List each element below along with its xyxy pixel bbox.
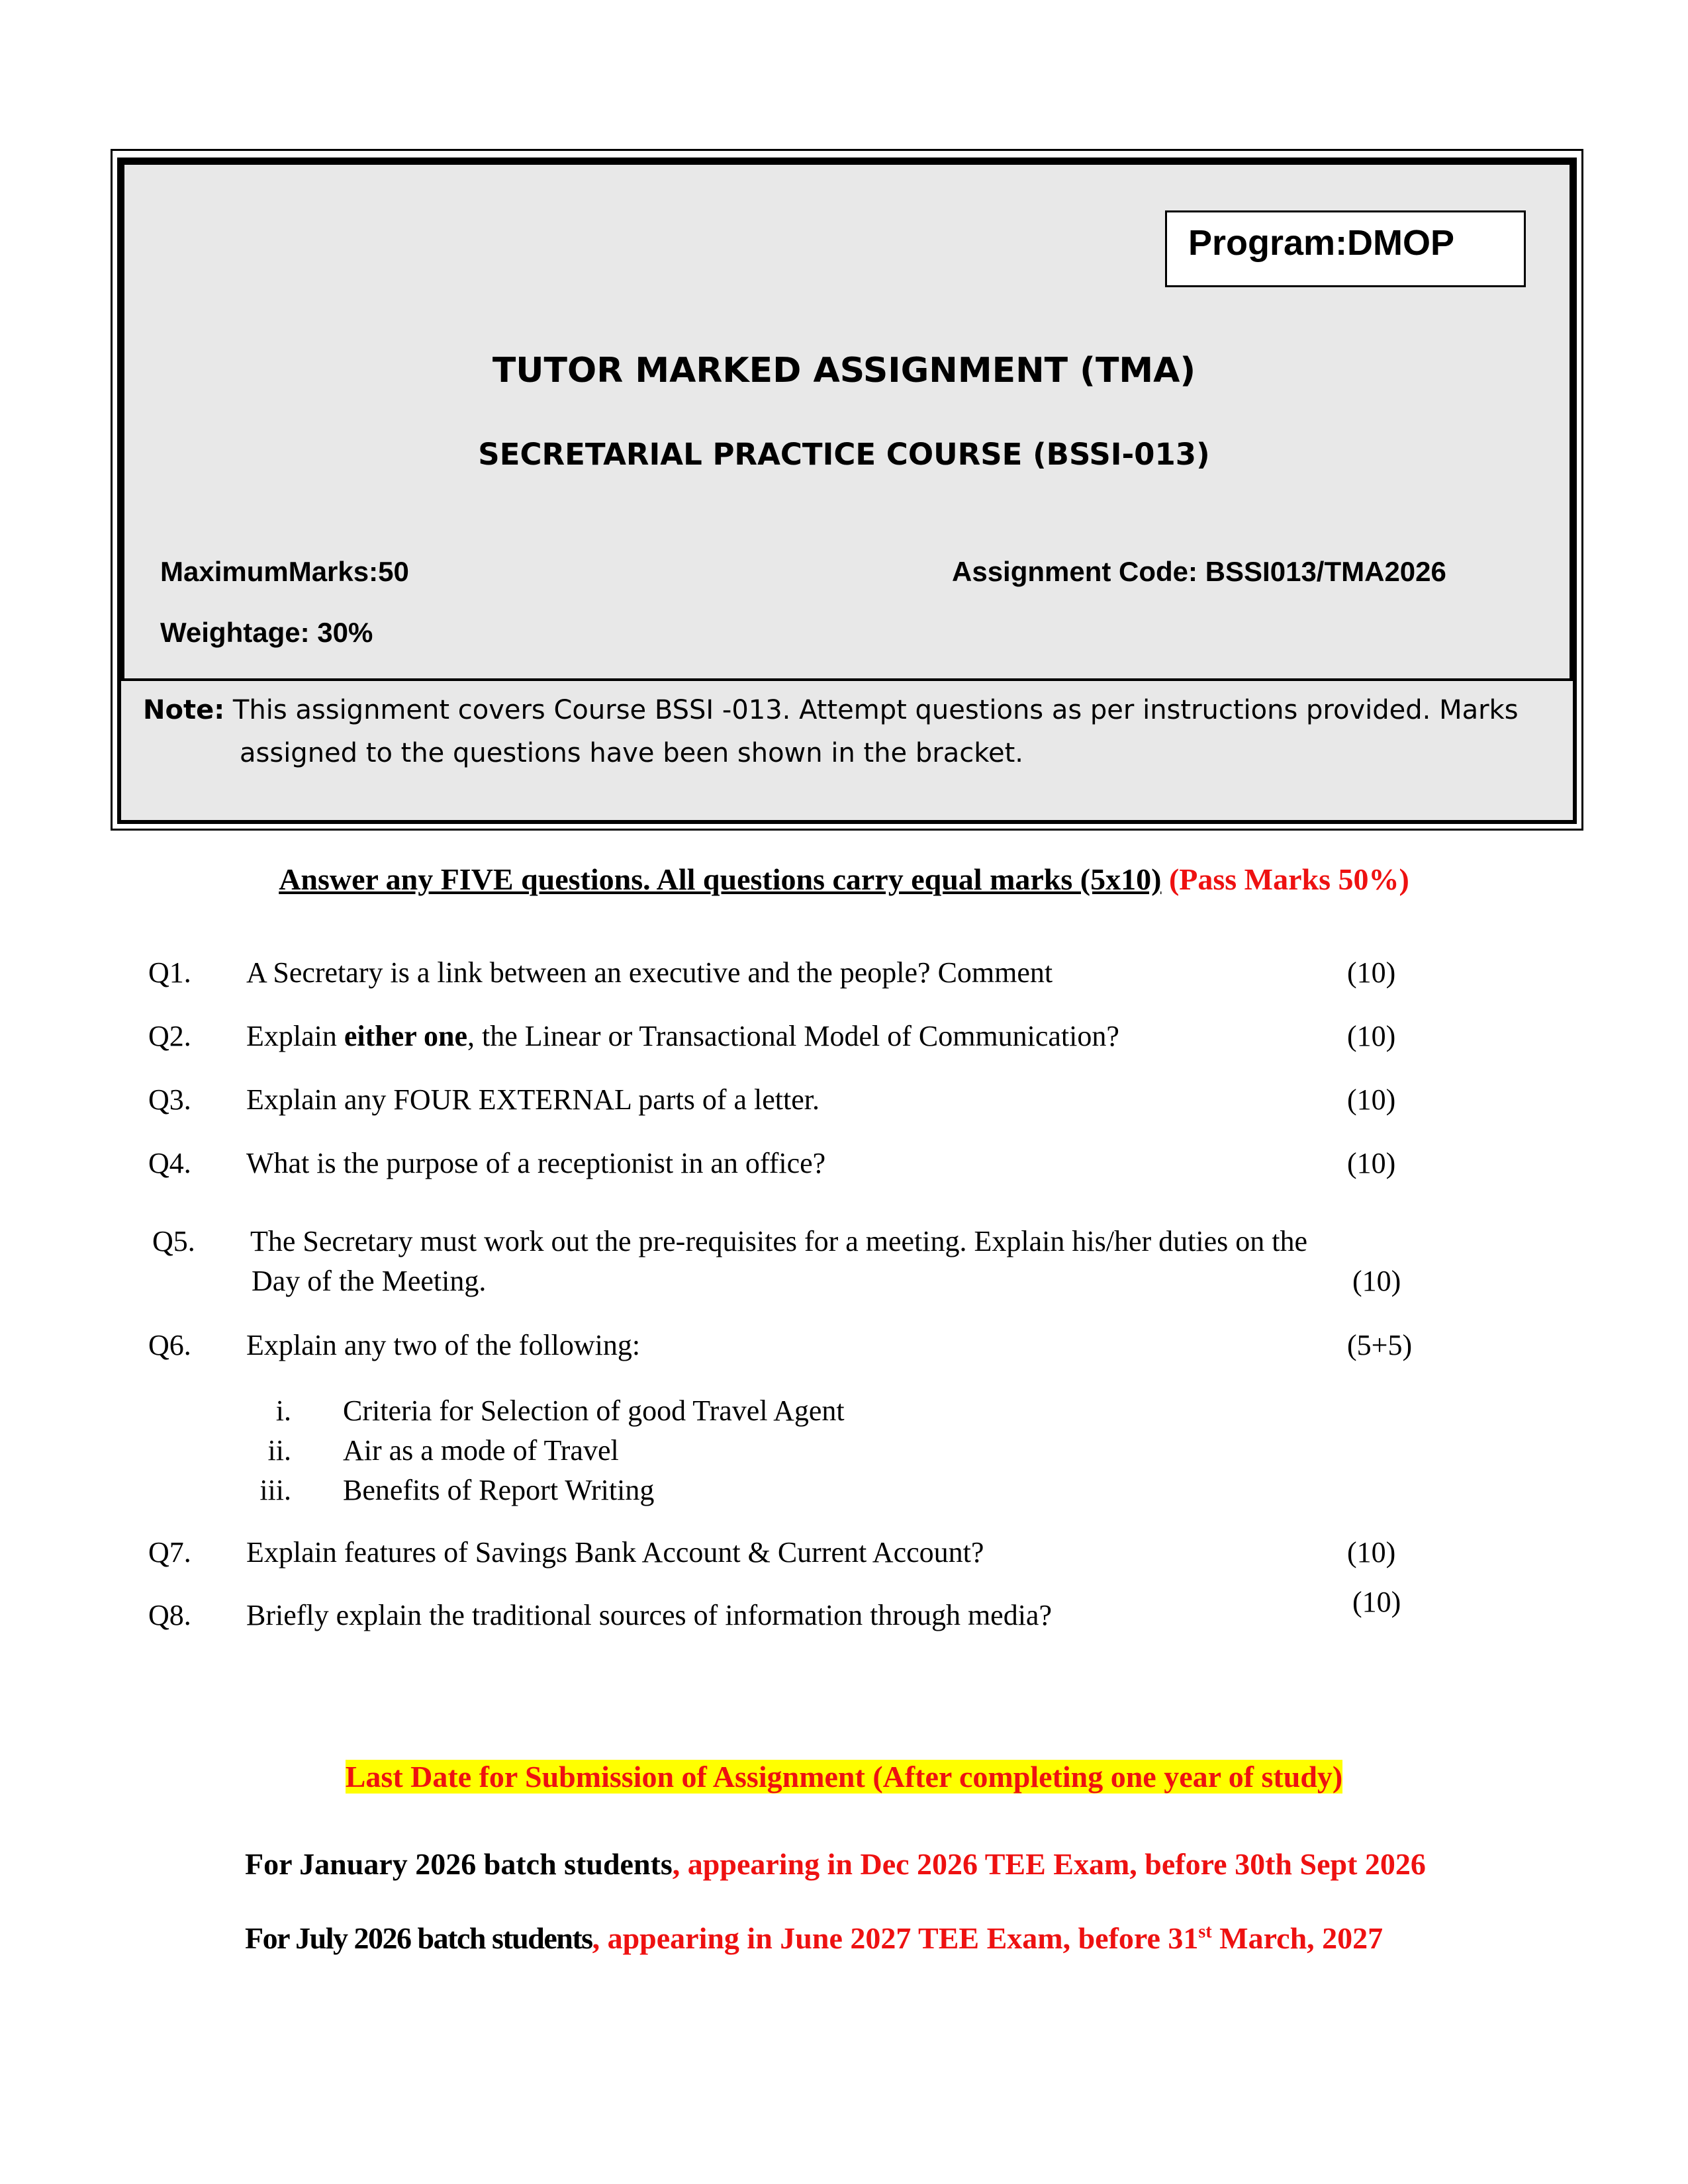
q2-text-after: , the Linear or Transactional Model of Communication?: [467, 1020, 1119, 1052]
july-batch-deadline: , appearing in June 2027 TEE Exam, before 31: [592, 1921, 1199, 1955]
q6-number: Q6.: [148, 1329, 191, 1361]
program-label: Program:DMOP: [1188, 223, 1455, 263]
q7-number: Q7.: [148, 1536, 191, 1569]
q7-text: Explain features of Savings Bank Account & Current Account?: [246, 1536, 984, 1569]
note-line-1: [143, 695, 1519, 725]
q1-number: Q1.: [148, 956, 191, 989]
pass-marks: (Pass Marks 50%): [1168, 862, 1409, 896]
january-batch-deadline: , appearing in Dec 2026 TEE Exam, before 30th Sept 2026: [672, 1847, 1426, 1881]
july-batch-superscript: st: [1198, 1921, 1212, 1942]
q6-sub-2-number: ii.: [267, 1434, 291, 1467]
q1-text: A Secretary is a link between an executive and the people? Comment: [246, 956, 1053, 989]
q1-marks: (10): [1347, 956, 1396, 989]
q6-marks: (5+5): [1347, 1329, 1413, 1361]
q2-number: Q2.: [148, 1020, 191, 1052]
max-marks: MaximumMarks:50: [160, 556, 409, 587]
q4-number: Q4.: [148, 1147, 191, 1179]
q8-number: Q8.: [148, 1599, 191, 1631]
q2-text: [246, 1019, 1119, 1053]
submission-heading-row: [0, 1759, 1688, 1794]
submission-heading: Last Date for Submission of Assignment (After completing one year of study): [345, 1760, 1343, 1794]
q4-marks: (10): [1347, 1147, 1396, 1179]
q6-sub-1-text: Criteria for Selection of good Travel Agent: [343, 1394, 845, 1427]
page-title: TUTOR MARKED ASSIGNMENT (TMA): [492, 351, 1196, 390]
note-label: Note:: [143, 695, 225, 725]
q2-marks: (10): [1347, 1020, 1396, 1052]
q6-sub-2-text: Air as a mode of Travel: [343, 1434, 619, 1467]
q5-marks: (10): [1352, 1265, 1401, 1297]
q8-marks: (10): [1352, 1586, 1401, 1618]
q6-sub-3-text: Benefits of Report Writing: [343, 1474, 655, 1506]
course-title: SECRETARIAL PRACTICE COURSE (BSSI-013): [478, 437, 1210, 472]
q5-number: Q5.: [152, 1225, 195, 1257]
weightage: Weightage: 30%: [160, 617, 373, 648]
q5-text-2: Day of the Meeting.: [252, 1265, 487, 1297]
q3-marks: (10): [1347, 1083, 1396, 1116]
note-text-2: assigned to the questions have been shown in the bracket.: [240, 738, 1023, 768]
instruction-main: Answer any FIVE questions. All questions carry equal marks (5x10): [279, 862, 1162, 896]
q5-text: The Secretary must work out the pre-requisites for a meeting. Explain his/her duties on the: [250, 1225, 1307, 1257]
q8-text: Briefly explain the traditional sources of information through media?: [246, 1599, 1052, 1631]
q6-text: Explain any two of the following:: [246, 1329, 641, 1361]
q3-text: Explain any FOUR EXTERNAL parts of a letter.: [246, 1083, 820, 1116]
july-batch-line: [245, 1921, 1383, 1956]
q4-text: What is the purpose of a receptionist in an office?: [246, 1147, 826, 1179]
q7-marks: (10): [1347, 1536, 1396, 1569]
july-batch-deadline-end: March, 2027: [1211, 1921, 1383, 1955]
instruction-line: [0, 862, 1688, 897]
note-text-1: This assignment covers Course BSSI -013. Attempt questions as per instructions provided. Marks: [224, 695, 1519, 725]
q6-sub-1-number: i.: [275, 1394, 291, 1427]
january-batch-label: For January 2026 batch students: [245, 1847, 673, 1881]
january-batch-line: [245, 1846, 1426, 1882]
q6-sub-3-number: iii.: [259, 1474, 291, 1506]
q3-number: Q3.: [148, 1083, 191, 1116]
assignment-code: Assignment Code: BSSI013/TMA2026: [952, 556, 1446, 587]
july-batch-label: For July 2026 batch students: [245, 1921, 592, 1955]
q2-text-bold: either one: [344, 1020, 467, 1052]
q2-text-before: Explain: [246, 1020, 344, 1052]
